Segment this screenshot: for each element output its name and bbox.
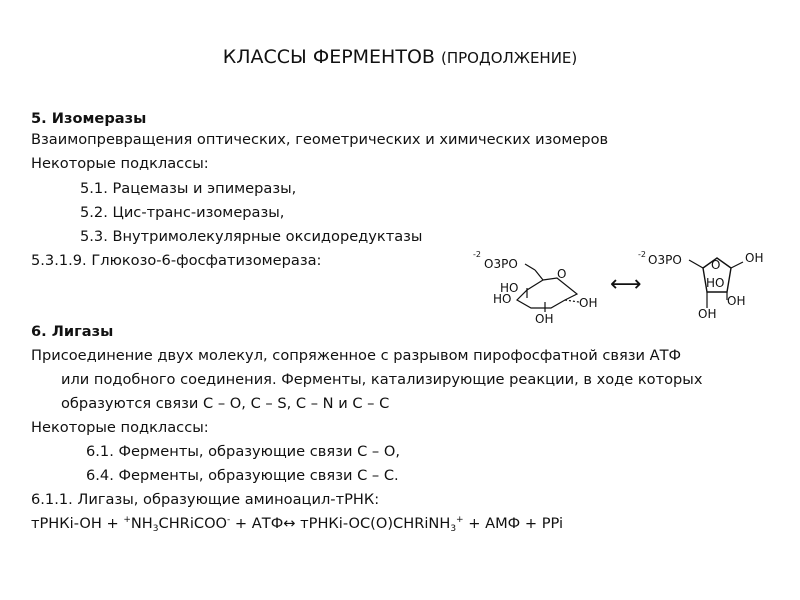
left-ho-upper: HO [500, 281, 519, 295]
ligases-subclasses-label: Некоторые подклассы: [31, 419, 209, 436]
equation-minus-charge: - [227, 515, 231, 525]
page-title-main: КЛАССЫ ФЕРМЕНТОВ [222, 46, 435, 68]
equation-part-6: + АМФ + PPi [463, 515, 564, 532]
isomerases-subclass-3: 5.3. Внутримолекулярные оксидоредуктазы [80, 228, 423, 245]
equation-part-2: NH [130, 515, 153, 532]
left-ring-oxygen: O [557, 267, 567, 281]
equation-part-1: тРНКi-OH + [31, 515, 124, 532]
right-phosphate-charge: -2 [638, 250, 646, 259]
equation-part-5: тРНКi-OC(O)CHRiNH [300, 515, 451, 532]
equation-arrow: ↔ [283, 515, 296, 532]
equation-part-4: + АТФ [230, 515, 284, 532]
equation-plus-charge: + [123, 515, 131, 525]
left-phosphate-group: O3PO [484, 257, 518, 271]
ligases-description-line-2: или подобного соединения. Ферменты, катализирующие реакции, в ходе которых [61, 371, 703, 388]
isomerases-description: Взаимопревращения оптических, геометрических и химических изомеров [31, 131, 609, 148]
glucose-fructose-isomerization-diagram [465, 240, 775, 325]
right-ho: HO [706, 276, 725, 290]
ligases-subclass-2: 6.4. Ферменты, образующие связи С – С. [86, 467, 399, 484]
ligases-example: 6.1.1. Лигазы, образующие аминоацил-тРНК: [31, 491, 380, 508]
isomerases-subclass-1: 5.1. Рацемазы и эпимеразы, [80, 180, 297, 197]
equation-plus-charge-b: + [456, 515, 464, 525]
equation-part-3: CHRiCOO [158, 515, 228, 532]
page-title-sub: (ПРОДОЛЖЕНИЕ) [441, 49, 578, 67]
aminoacyl-trna-equation [31, 515, 563, 533]
isomerases-subclasses-label: Некоторые подклассы: [31, 155, 209, 172]
fructose-6-phosphate-structure [638, 250, 763, 321]
equation-subscript-3b: 3 [450, 524, 457, 534]
left-oh-bottom: OH [535, 312, 554, 325]
right-phosphate-group: O3PO [648, 253, 682, 267]
page-title [0, 46, 800, 68]
right-oh-side: OH [727, 294, 746, 308]
ligases-description-line-3: образуются связи С – О, С – S, С – N и С – С [61, 395, 390, 412]
ligases-description-line-1: Присоединение двух молекул, сопряженное с разрывом пирофосфатной связи АТФ [31, 347, 682, 364]
left-ho-lower: HO [493, 292, 512, 306]
ligases-heading: 6. Лигазы [31, 323, 114, 340]
equilibrium-arrow: ⟷ [610, 272, 642, 297]
left-oh-right: OH [579, 296, 598, 310]
right-oh-top: OH [745, 251, 764, 265]
right-ring-oxygen: O [711, 258, 721, 272]
isomerases-example: 5.3.1.9. Глюкозо-6-фосфатизомераза: [31, 252, 322, 269]
right-oh-bottom: OH [698, 307, 717, 321]
isomerases-heading: 5. Изомеразы [31, 110, 147, 127]
left-phosphate-charge: -2 [473, 250, 481, 259]
isomerases-subclass-2: 5.2. Цис-транс-изомеразы, [80, 204, 285, 221]
equation-subscript-3: 3 [152, 524, 159, 534]
ligases-subclass-1: 6.1. Ферменты, образующие связи С – О, [86, 443, 400, 460]
glucose-6-phosphate-structure [473, 250, 597, 325]
